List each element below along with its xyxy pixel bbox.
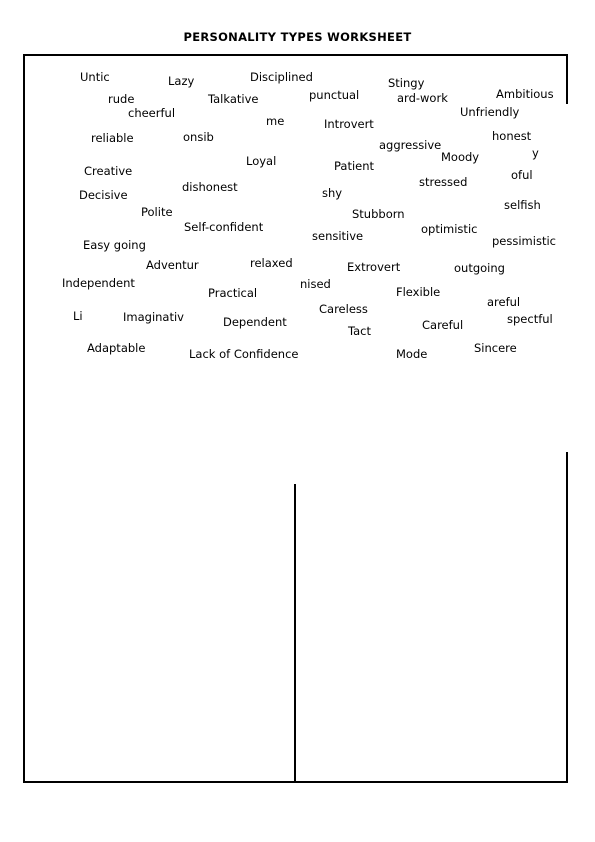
word-item: Decisive [79, 188, 128, 202]
word-item: Tact [348, 324, 371, 338]
frame-center-divider [294, 484, 296, 783]
word-item: Li [73, 309, 83, 323]
word-item: Moody [441, 150, 480, 164]
word-item: Sincere [474, 341, 517, 355]
frame-right-border-upper [566, 54, 568, 104]
word-item: Stingy [388, 76, 425, 90]
word-item: dishonest [182, 180, 238, 194]
word-item: Ambitious [496, 87, 554, 101]
word-item: shy [322, 186, 343, 200]
word-item: Lack of Confidence [189, 347, 299, 361]
word-item: Extrovert [347, 260, 401, 274]
frame-left-border [23, 54, 25, 783]
word-item: Flexible [396, 285, 441, 299]
word-item: stressed [419, 175, 468, 189]
word-item: Careful [422, 318, 464, 332]
word-item: Easy going [83, 238, 146, 252]
word-item: reliable [91, 131, 134, 145]
word-item: Unfriendly [460, 105, 520, 119]
word-item: Independent [62, 276, 135, 290]
word-item: optimistic [421, 222, 478, 236]
word-item: relaxed [250, 256, 293, 270]
word-item: punctual [309, 88, 360, 102]
word-item: Lazy [168, 74, 195, 88]
word-item: aggressive [379, 138, 442, 152]
word-item: Practical [208, 286, 258, 300]
word-item: Mode [396, 347, 428, 361]
word-item: pessimistic [492, 234, 556, 248]
word-item: spectful [507, 312, 553, 326]
word-item: selfish [504, 198, 541, 212]
word-item: Creative [84, 164, 133, 178]
worksheet-title: PERSONALITY TYPES WORKSHEET [183, 30, 412, 44]
word-item: ard-work [397, 91, 448, 105]
word-item: Patient [334, 159, 375, 173]
word-item: Self-confident [184, 220, 264, 234]
word-item: Adaptable [87, 341, 146, 355]
word-item: nised [300, 277, 331, 291]
word-item: Untic [80, 70, 110, 84]
word-item: Careless [319, 302, 368, 316]
word-item: rude [108, 92, 135, 106]
word-item: Talkative [208, 92, 259, 106]
word-item: Adventur [146, 258, 199, 272]
word-item: Stubborn [352, 207, 405, 221]
word-item: Disciplined [250, 70, 313, 84]
frame-top-border [23, 54, 568, 56]
frame-bottom-border [23, 781, 568, 783]
word-item: outgoing [454, 261, 505, 275]
word-item: sensitive [312, 229, 364, 243]
word-item: onsib [183, 130, 214, 144]
frame-right-border-lower [566, 482, 568, 783]
word-item: cheerful [128, 106, 176, 120]
word-item: honest [492, 129, 532, 143]
word-item: Imaginativ [123, 310, 184, 324]
word-item: me [266, 114, 285, 128]
word-item: Introvert [324, 117, 374, 131]
word-item: Loyal [246, 154, 277, 168]
word-item: Dependent [223, 315, 287, 329]
frame-right-border-mid [566, 452, 568, 482]
word-item: oful [511, 168, 533, 182]
word-item: areful [487, 295, 521, 309]
word-item: Polite [141, 205, 173, 219]
word-item: y [532, 146, 539, 160]
